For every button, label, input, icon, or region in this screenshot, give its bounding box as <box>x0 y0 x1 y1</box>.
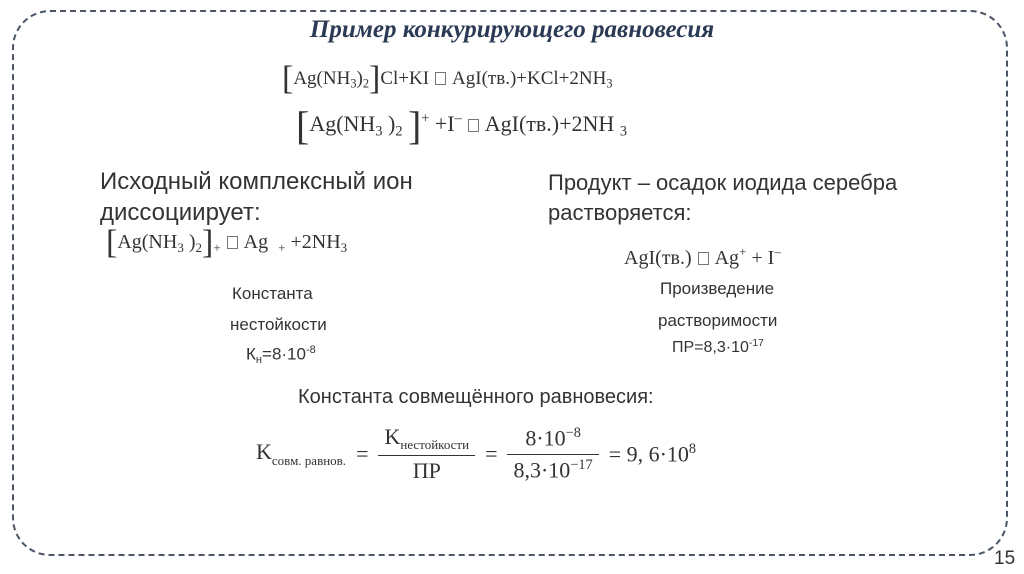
equilibrium-arrow-icon <box>468 119 479 132</box>
combined-heading: Константа совмещённого равновесия: <box>298 386 654 408</box>
solubility-product-value: $ПР=8,3\cdot 10^{-17}$ <box>672 338 764 357</box>
page-number: 15 <box>994 548 1016 569</box>
combined-result: = 9, $6\cdot 10^8$ <box>608 440 697 467</box>
reaction-2: [$Ag(NH_3$ )$_2$ ]+ +I– AgI(тв.)+2NH $_3$ <box>296 103 627 148</box>
slide-title: Пример конкурирующего равновесия <box>309 16 715 43</box>
solubility-label-line1: Произведение <box>660 279 775 298</box>
combined-formula: $K_{совм. равнов.}$ = $\frac{K_{нестойкости}}{ПР}$ = $\frac{8\cdot 10^{-8}}{8,3\cdot 10^{-17}}$ = 9, $6\cdot 10^8$ <box>256 424 697 483</box>
fraction-1: $\frac{K_{нестойкости}}{ПР}$ <box>378 424 475 484</box>
instability-label-line2: нестойкости <box>230 315 327 334</box>
reaction-1: $[Ag(NH_3)_2]Cl+KI$ $AgI(тв.)+KCl+2NH_3$ <box>282 60 613 97</box>
solubility-label-line2: растворимости <box>658 311 778 330</box>
solubility-equation: AgI(тв.) Ag+ + I– <box>624 244 781 269</box>
equilibrium-arrow-icon <box>698 252 709 265</box>
equilibrium-arrow-icon <box>227 236 238 249</box>
left-heading: Исходный комплексный ион диссоциирует: <box>100 168 413 226</box>
dissociation-equation: [$Ag(NH_3$ )$_2]_+$ Ag $_+ +2NH_3$ <box>106 224 348 261</box>
equilibrium-arrow-icon <box>435 72 446 85</box>
right-heading: Продукт – осадок иодида серебра растворяется: <box>548 170 898 225</box>
instability-constant-value: $К_н=8\cdot 10^{-8}$ <box>246 344 316 366</box>
instability-label-line1: Константа <box>232 284 313 303</box>
fraction-2: $\frac{8\cdot 10^{-8}}{8,3\cdot 10^{-17}}$ <box>507 425 598 483</box>
combined-constant-symbol: $K_{совм. равнов.}$ <box>256 439 347 468</box>
